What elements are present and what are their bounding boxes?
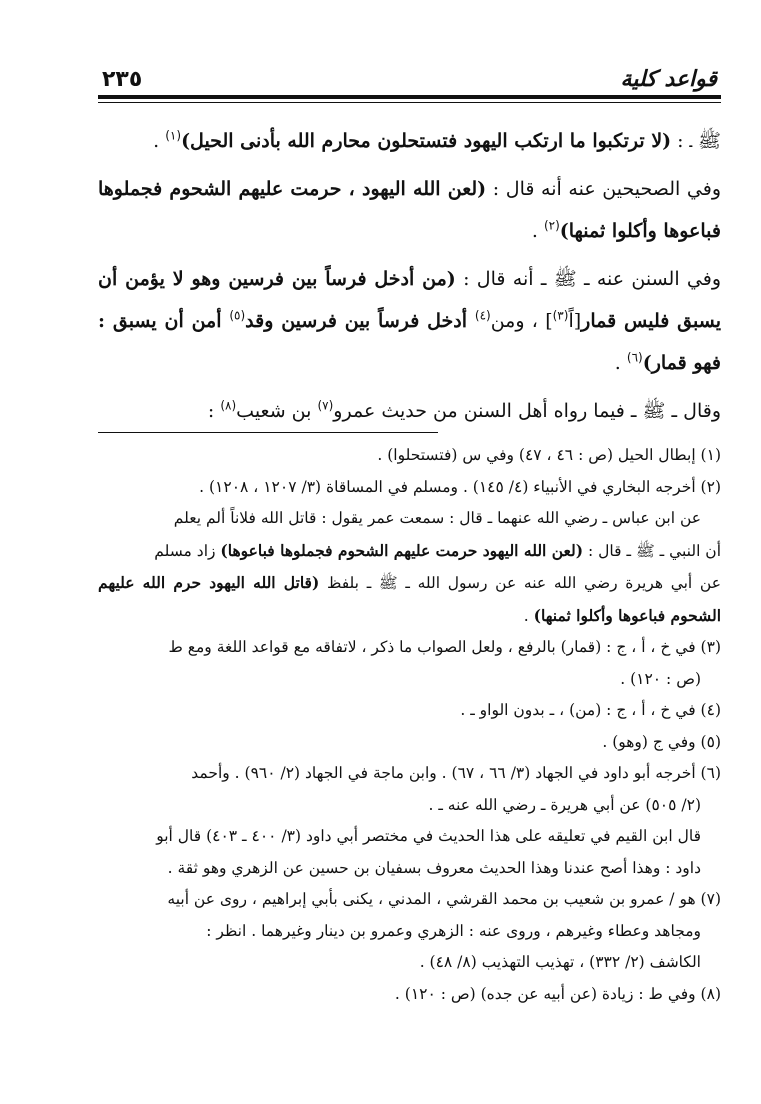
p3-quote-2: أدخل فرساً بين فرسين وقد [245,310,475,332]
p2-suffix: . [531,220,544,242]
footnote-mark-8: (٨) [220,398,237,413]
footnote-5: (٥) وفي ج (وهو) . [602,732,721,751]
footnote-6: (٦) أخرجه أبو داود في الجهاد (٣/ ٦٦ ، ٦٧) . وابن ماجة في الجهاد (٢/ ٩٦٠) . وأحمد [191,764,721,782]
footnote-1: (١) إبطال الحيل (ص : ٤٦ ، ٤٧) وفي س (فتستحلوا) . [377,446,721,464]
footnote-4: (٤) في خ ، أ ، ج : (من) ، ـ بدون الواو ـ . [460,701,721,719]
p3-quote-3: أمن أن يسبق : فهو قمار) [98,310,721,374]
header-rule-thin [98,102,721,103]
p4-text-2: بن شعيب [236,400,318,422]
p3-mid: ، ومن [490,310,546,332]
f2c-pre: أن النبي ـ ﷺ ـ قال : [583,541,721,560]
footnote-mark-2: (٢) [543,218,560,233]
running-title: قواعد كلية [620,66,717,92]
footnote-mark-4: (٤) [474,308,491,323]
paragraph-3 [98,258,721,384]
f2d-pre: عن أبي هريرة رضي الله عنه عن رسول الله ـ ﷺ ـ بلفظ [319,574,721,592]
footnote-mark-6: (٦) [626,350,643,365]
footnote-mark-1: (١) [165,128,182,143]
page-number: ٢٣٥ [102,67,143,92]
p3-bracket-close: ] [545,310,553,332]
footnote-mark-7: (٧) [317,398,334,413]
f2d-post: . [523,606,534,625]
p3-suffix: . [614,352,627,374]
footnote-2: (٢) أخرجه البخاري في الأنبياء (٤/ ١٤٥) . ومسلم في المساقاة (٣/ ١٢٠٧ ، ١٢٠٨) . [199,477,721,496]
p3-quote-1: (من أدخل فرساً بين فرسين وهو لا يؤمن أن يسبق فليس قمار [98,268,721,332]
footnote-7-line-2: ومجاهد وعطاء وغيرهم ، وروى عنه : الزهري وعمرو بن دينار وغيرهما . انظر : [206,921,701,940]
p3-prefix: وفي السنن عنه ـ ﷺ ـ أنه قال : [455,268,722,290]
footnote-7: (٧) هو / عمرو بن شعيب بن محمد القرشي ، المدني ، يكنى بأبي إبراهيم ، روى عن أبيه [167,890,721,908]
footnote-6-line-3: قال ابن القيم في تعليقه على هذا الحديث في مختصر أبي داود (٣/ ٤٠٠ ـ ٤٠٣) قال أبو [156,827,701,845]
p2-quote: (لعن الله اليهود ، حرمت عليهم الشحوم فجملوها فباعوها وأكلوا ثمنها) [98,178,721,242]
footnote-separator [98,432,438,433]
p1-quote: (لا ترتكبوا ما ارتكب اليهود فتستحلون محارم الله بأدنى الحيل) [181,130,672,152]
p2-prefix: وفي الصحيحين عنه أنه قال : [486,178,721,200]
paragraph-1 [98,120,721,162]
footnote-mark-3: (٣) [552,308,569,323]
footnote-3-line-2: (ص : ١٢٠) . [620,669,701,688]
footnote-6-line-4: داود : وهذا أصح عندنا وهذا الحديث معروف بسفيان بن حسين عن الزهري وهو ثقة . [167,858,701,877]
f2d-quote: (قاتل الله اليهود حرم الله عليهم الشحوم فباعوها وأكلوا ثمنها) [98,573,721,625]
page-header [98,52,721,92]
paragraph-2 [98,168,721,252]
footnote-mark-5: (٥) [229,308,246,323]
footnote-2-line-2: عن ابن عباس ـ رضي الله عنهما ـ قال : سمعت عمر يقول : قاتل الله فلاناً ألم يعلم [173,509,701,527]
footnote-6-line-2: (٢/ ٥٠٥) عن أبي هريرة ـ رضي الله عنه ـ . [428,795,701,814]
p1-suffix: . [153,130,166,152]
footnote-3: (٣) في خ ، أ ، ج : (قمار) بالرفع ، ولعل الصواب ما ذكر ، لاتفاقه مع قواعد اللغة ومع ط [168,638,721,656]
p3-bracket: [اً [568,310,582,332]
footnotes [98,440,721,1010]
footnote-2-line-4 [98,567,721,632]
f2c-post: زاد مسلم [154,541,221,560]
paragraph-4 [98,390,721,432]
footnote-7-line-3: الكاشف (٢/ ٣٣٢) ، تهذيب التهذيب (٨/ ٤٨) . [419,953,701,971]
main-text [98,120,721,438]
p1-prefix: ﷺ ـ : [671,130,721,152]
p4-suffix: : [207,400,221,422]
footnote-2-line-3 [98,535,721,568]
p4-text-1: وقال ـ ﷺ ـ فيما رواه أهل السنن من حديث عمرو [333,400,721,422]
f2c-quote: (لعن الله اليهود حرمت عليهم الشحوم فجملوها فباعوها) [220,540,584,560]
header-rule-thick [98,95,721,99]
footnote-8: (٨) وفي ط : زيادة (عن أبيه عن جده) (ص : ١٢٠) . [394,984,721,1003]
